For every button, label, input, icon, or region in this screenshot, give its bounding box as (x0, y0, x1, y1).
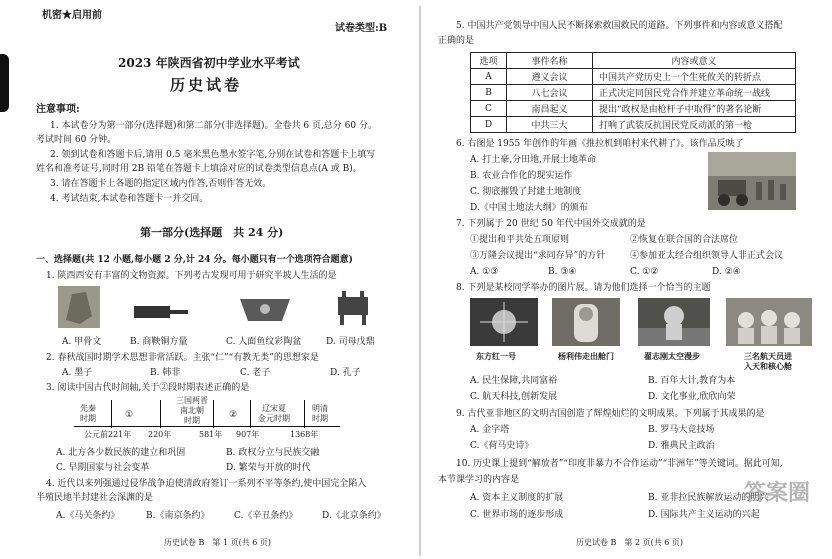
notice-line: 3. 请在答题卡上各题的指定区域内作答,否则作答无效。 (50, 179, 272, 189)
page-divider (419, 6, 421, 556)
q8-option-d[interactable]: D. 文化事业,欣欣向荣 (648, 392, 736, 402)
q3-option-b[interactable]: B. 政权分立与民族交融 (226, 448, 320, 458)
oracle-bone-image (58, 286, 100, 328)
timeline-label: 南北朝 (180, 406, 204, 415)
timeline-tick (160, 400, 161, 428)
table-header: 事件名称 (507, 53, 593, 69)
question-4-stem: 4. 近代以来列强通过侵华战争迫使清政府签订一系列不平等条约,使中国完全陷入 (46, 479, 367, 489)
dongfanghong-satellite-image (470, 298, 538, 346)
yang-liwei-image (552, 298, 620, 346)
timeline-label: 辽宋夏 (262, 404, 286, 413)
q9-option-b[interactable]: B. 罗马大竞技场 (648, 425, 715, 435)
timeline-label: 先秦 (80, 404, 96, 413)
question-3-stem: 3. 阅读中国古代时间轴,关于②段时期表述正确的是 (46, 383, 250, 393)
q9-option-c[interactable]: C.《荷马史诗》 (470, 441, 534, 451)
table-cell: 打响了武装反抗国民党反动派的第一枪 (593, 117, 796, 133)
table-row[interactable] (471, 101, 796, 117)
zhai-zhigang-spacewalk-image (638, 298, 710, 346)
painted-pottery-basin-image (236, 293, 294, 325)
q4-option-c[interactable]: C.《辛丑条约》 (234, 511, 298, 521)
binding-mark (0, 54, 9, 112)
notice-title: 注意事项: (36, 104, 80, 115)
events-table (470, 52, 796, 133)
q10-option-d[interactable]: D. 国际共产主义运动的兴起 (648, 510, 760, 520)
shang-yang-measure-image (130, 300, 192, 322)
table-cell: B (471, 85, 507, 101)
timeline-label: 三国两晋 (176, 396, 208, 405)
q4-option-a[interactable]: A.《马关条约》 (56, 511, 120, 521)
simuwu-ding-image (330, 289, 376, 327)
q8-option-b[interactable]: B. 百年大计,教育为本 (648, 376, 736, 386)
table-cell: 正式决定同国民党合作并建立革命统一战线 (593, 85, 796, 101)
q6-option-a[interactable]: A. 打土豪,分田地,开展土地革命 (470, 155, 596, 165)
table-cell: A (471, 69, 507, 85)
timeline-tick (250, 400, 251, 428)
timeline-year: 581年 (199, 430, 223, 439)
image-caption: 翟志刚太空漫步 (644, 351, 700, 361)
q1-option-b[interactable]: B. 商鞅铜方量 (130, 337, 188, 347)
timeline-axis (74, 426, 340, 427)
timeline-label: 明清 (312, 404, 328, 413)
q9-option-d[interactable]: D. 雅典民主政治 (648, 441, 715, 451)
section-intro: 一、选择题(共 12 小题,每小题 2 分,计 24 分。每小题只有一个选项符合题意) (36, 255, 353, 265)
table-cell: 提出“政权是由枪杆子中取得”的著名论断 (593, 101, 796, 117)
notice-line: 2. 领到试卷和答题卡后,请用 0.5 毫米黑色墨水签字笔,分别在试卷和答题卡上填写 (50, 150, 376, 160)
table-cell: 遵义会议 (507, 69, 593, 85)
timeline-segment-2: ② (229, 410, 238, 420)
notice-line: 1. 本试卷分为第一部分(选择题)和第二部分(非选择题)。全卷共 6 页,总分 60 分。 (50, 121, 377, 131)
table-row[interactable] (471, 117, 796, 133)
q8-option-c[interactable]: C. 航天科技,创新发展 (470, 392, 558, 402)
subject-title: 历史试卷 (170, 76, 243, 94)
q7-option-c[interactable]: C. ①② (630, 267, 659, 277)
timeline-year: 1368年 (290, 430, 319, 439)
paper-type: 试卷类型:B (335, 23, 388, 34)
timeline-label: 时期 (80, 414, 96, 423)
question-10-stem-cont: 本节课学习的内容是 (438, 475, 520, 485)
q3-option-d[interactable]: D. 繁荣与开放的时代 (226, 463, 311, 473)
tianhe-core-module-image (726, 298, 812, 346)
image-caption: 三名航天员进 (744, 351, 792, 361)
question-5-stem: 5. 中国共产党领导中国人民不断探索救国救民的道路。下列事件和内容或意义搭配 (456, 21, 783, 31)
timeline-year: 220年 (148, 430, 172, 439)
tractor-painting-image (708, 152, 796, 210)
timeline-segment-1: ① (125, 410, 134, 420)
table-cell: 中共三大 (507, 117, 593, 133)
question-10-stem: 10. 历史课上提到“解放者”“印度非暴力不合作运动”“非洲年”等关键词。据此可知, (456, 459, 783, 469)
timeline-label: 时期 (312, 414, 328, 423)
question-9-stem: 9. 古代亚非地区的文明古国创造了辉煌灿烂的文明成果。下列属于其成果的是 (456, 409, 765, 419)
q1-option-d[interactable]: D. 司母戊鼎 (326, 337, 375, 347)
notice-line: 姓名和准考证号,同时用 2B 铅笔在答题卡上填涂对应的试卷类型信息点(A 或 B)。 (36, 164, 362, 174)
q7-item-1: ①提出和平共处五项原则 (470, 235, 570, 245)
q7-item-3: ③万隆会议提出“求同存异”的方针 (470, 251, 606, 261)
timeline-tick (111, 400, 112, 428)
page-footer-left: 历史试卷 B 第 1 页(共 6 页) (164, 538, 272, 547)
q7-option-b[interactable]: B. ③④ (548, 267, 577, 277)
timeline-tick (304, 400, 305, 428)
secret-label: 机密★启用前 (42, 10, 102, 21)
table-header: 选项 (471, 53, 507, 69)
watermark-logo: 答案圈 (744, 480, 811, 506)
q2-option-c[interactable]: C. 老子 (240, 368, 271, 378)
q6-option-c[interactable]: C. 彻底摧毁了封建土地制度 (470, 187, 582, 197)
image-caption: 东方红一号 (476, 351, 516, 361)
timeline-label: 时期 (184, 416, 200, 425)
q3-option-a[interactable]: A. 北方各少数民族的建立和巩固 (56, 448, 186, 458)
q7-item-2: ②恢复在联合国的合法席位 (630, 235, 739, 245)
timeline-tick (213, 400, 214, 428)
image-caption: 入天和核心舱 (744, 361, 792, 371)
q10-option-b[interactable]: B. 亚非拉民族解放运动的明兴 (648, 493, 769, 503)
q2-option-b[interactable]: B. 韩非 (150, 368, 181, 378)
table-cell: D (471, 117, 507, 133)
image-caption: 杨利伟走出舱门 (558, 351, 614, 361)
table-cell: 八七会议 (507, 85, 593, 101)
question-1-stem: 1. 陕西西安有丰富的文物资源。下列考古发现可用于研究半坡人生活的是 (46, 271, 337, 281)
q4-option-d[interactable]: D.《北京条约》 (322, 511, 386, 521)
table-header-row (471, 53, 796, 69)
question-7-stem: 7. 下列属于 20 世纪 50 年代中国外交成就的是 (456, 219, 646, 229)
q3-option-c[interactable]: C. 早期国家与社会变革 (56, 463, 150, 473)
q7-option-a[interactable]: A. ①③ (470, 267, 499, 277)
q2-option-d[interactable]: D. 孔子 (330, 368, 361, 378)
q10-option-a[interactable]: A. 资本主义制度的扩展 (470, 493, 564, 503)
q6-option-b[interactable]: B. 农业合作化的现实运作 (470, 171, 573, 181)
q1-option-a[interactable]: A. 甲骨文 (62, 337, 102, 347)
table-cell: 中国共产党历史上一个生死攸关的转折点 (593, 69, 796, 85)
question-5-stem-cont: 正确的是 (438, 36, 475, 46)
q6-option-d[interactable]: D.《中国土地法大纲》的颁布 (470, 203, 588, 213)
part-one-heading: 第一部分(选择题 共 24 分) (140, 226, 284, 239)
timeline-label: 金元时期 (258, 414, 290, 423)
question-4-stem-cont: 半殖民地半封建社会深渊的是 (36, 493, 154, 503)
q2-option-a[interactable]: A. 墨子 (62, 368, 93, 378)
exam-page-right (426, 0, 832, 559)
table-row[interactable] (471, 69, 796, 85)
q9-option-a[interactable]: A. 金字塔 (470, 425, 510, 435)
table-header: 内容或意义 (593, 53, 796, 69)
q1-option-c[interactable]: C. 人面鱼纹彩陶盆 (226, 337, 302, 347)
notice-line: 考试时间 60 分钟。 (36, 135, 117, 145)
q10-option-c[interactable]: C. 世界市场的逐步形成 (470, 510, 564, 520)
q8-option-a[interactable]: A. 民生保障,共同富裕 (470, 376, 558, 386)
table-cell: C (471, 101, 507, 117)
notice-line: 4. 考试结束,本试卷和答题卡一并交回。 (50, 194, 209, 204)
q7-option-d[interactable]: D. ②④ (712, 267, 741, 277)
question-2-stem: 2. 春秋战国时期学术思想非常活跃。主张“仁”“有教无类”的思想家是 (46, 353, 319, 363)
table-cell: 南昌起义 (507, 101, 593, 117)
timeline-year: 公元前221年 (84, 430, 132, 439)
q7-item-4: ④参加亚太经合组织领导人非正式会议 (630, 251, 784, 261)
exam-title: 2023 年陕西省初中学业水平考试 (118, 56, 300, 70)
page-footer-right: 历史试卷 B 第 2 页(共 6 页) (576, 538, 684, 547)
table-row[interactable] (471, 85, 796, 101)
question-6-stem: 6. 右图是 1955 年创作的年画《推拉机到咱村来代耕了》。该作品反映了 (456, 139, 744, 149)
q4-option-b[interactable]: B.《南京条约》 (146, 511, 210, 521)
timeline-year: 907年 (236, 430, 260, 439)
question-8-stem: 8. 下列是某校同学举办的图片展。请为他们选择一个恰当的主题 (456, 283, 711, 293)
